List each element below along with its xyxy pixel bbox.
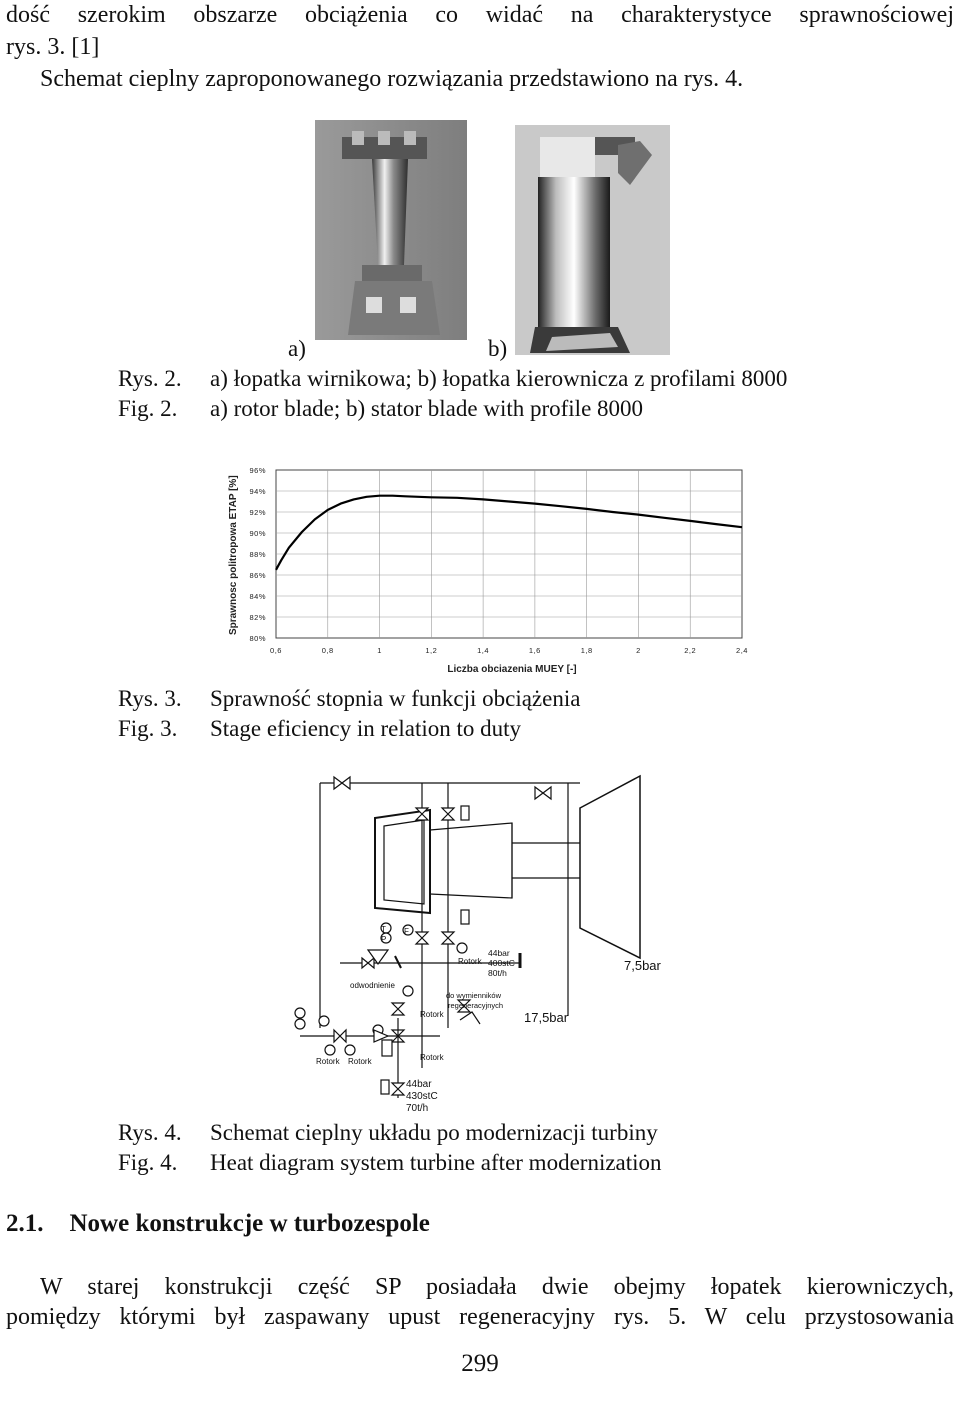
chart-y-tick-label: 82% — [249, 613, 266, 622]
instrument-circle — [403, 986, 413, 996]
valve-icon — [442, 808, 454, 820]
caption-text: a) łopatka wirnikowa; b) łopatka kierownicza z profilami 8000 — [210, 366, 788, 391]
body-line-1: W starej konstrukcji część SP posiadała dwie obejmy łopatek kierowniczych, — [40, 1274, 954, 1300]
figure-3-caption-en — [118, 716, 521, 742]
label-rotork: Rotork — [420, 1010, 444, 1019]
valve-icon — [416, 808, 428, 820]
caption-text: Stage eficiency in relation to duty — [210, 716, 522, 741]
instrument-label-p: P — [381, 935, 387, 944]
caption-text: a) rotor blade; b) stator blade with profile 8000 — [210, 396, 644, 421]
chart-y-tick-label: 96% — [249, 466, 266, 475]
body-line-2: pomiędzy którymi był zaspawany upust regeneracyjny rys. 5. W celu przystosowania — [6, 1304, 954, 1330]
caption-text: Heat diagram system turbine after modernization — [210, 1150, 662, 1175]
instrument-circle — [295, 1019, 305, 1029]
chart-y-tick-label: 90% — [249, 529, 266, 538]
label-flow: 80t/h — [488, 968, 507, 978]
chart-x-tick-label: 2,2 — [684, 646, 697, 655]
caption-label: Fig. 4. — [118, 1150, 178, 1175]
turbine-shaft — [430, 823, 512, 898]
instrument-circle — [457, 943, 467, 953]
caption-text: Sprawność stopnia w funkcji obciążenia — [210, 686, 581, 711]
caption-label: Fig. 2. — [118, 396, 178, 421]
label-pressure: 44bar — [488, 948, 510, 958]
intro-line-3: Schemat cieplny zaproponowanego rozwiązania przedstawiono na rys. 4. — [40, 66, 744, 92]
caption-text: Schemat cieplny układu po modernizacji turbiny — [210, 1120, 658, 1145]
figure-2-caption-pl — [118, 366, 787, 392]
chart-y-tick-label: 84% — [249, 592, 266, 601]
section-title: Nowe konstrukcje w turbozespole — [69, 1210, 430, 1237]
label-pressure-7-5: 7,5bar — [624, 958, 661, 973]
label-inlet-temperature: 430stC — [406, 1091, 438, 1102]
label-pressure-17-5: 17,5bar — [524, 1010, 569, 1025]
chart-x-tick-label: 0,8 — [321, 646, 334, 655]
label-rotork: Rotork — [316, 1057, 340, 1066]
efficiency-chart — [220, 455, 760, 685]
turbine-lp-casing — [580, 776, 640, 958]
chart-xlabel: Liczba obciazenia MUEY [-] — [447, 664, 577, 675]
caption-label: Rys. 2. — [118, 366, 182, 391]
label-rotork: Rotork — [458, 957, 482, 966]
chart-x-tick-label: 2,4 — [736, 646, 748, 655]
valve-icon — [362, 958, 374, 968]
page-number: 299 — [461, 1350, 499, 1377]
valve-icon — [535, 787, 551, 799]
instrument-circle — [345, 1045, 355, 1055]
chart-x-tick-label: 1 — [377, 646, 382, 655]
figure-2-label-b: b) — [488, 336, 508, 361]
chart-y-tick-label: 88% — [249, 550, 266, 559]
chart-ylabel: Sprawnosc politropowa ETAP [%] — [228, 475, 239, 635]
sensor-box — [461, 806, 469, 820]
label-inlet-pressure: 44bar — [406, 1079, 432, 1090]
figure-2-photos — [300, 115, 680, 360]
chart-x-tick-label: 1,8 — [580, 646, 593, 655]
valve-icon — [334, 1030, 346, 1042]
intro-line-2: rys. 3. [1] — [6, 34, 100, 60]
chart-y-tick-label: 86% — [249, 571, 266, 580]
label-regeneracyjnych: regeneracyjnych — [448, 1001, 504, 1010]
valve-icon — [334, 777, 350, 789]
label-rotork: Rotork — [348, 1057, 372, 1066]
instrument-circle — [325, 1045, 335, 1055]
figure-4-caption-pl — [118, 1120, 658, 1146]
instrument-label-f: F — [404, 927, 409, 936]
figure-2-caption-en — [118, 396, 643, 422]
label-temperature: 400stC — [488, 958, 515, 968]
intro-line-1: dość szerokim obszarze obciążenia co widać na charakterystyce sprawnościowej — [6, 2, 954, 28]
valve-icon — [392, 1083, 404, 1095]
chart-y-tick-label: 92% — [249, 508, 266, 517]
chart-x-tick-label: 1,2 — [425, 646, 438, 655]
chart-y-tick-label: 80% — [249, 634, 266, 643]
section-number: 2.1. — [6, 1210, 44, 1237]
chart-y-tick-label: 94% — [249, 487, 266, 496]
valve-icon — [442, 932, 454, 944]
valve-icon — [416, 932, 428, 944]
label-odwodnienie: odwodnienie — [350, 981, 395, 990]
chart-x-tick-label: 0,6 — [270, 646, 282, 655]
instrument-circle — [319, 1016, 329, 1026]
label-do-wymiennikow: do wymienników — [446, 991, 502, 1000]
instrument-label-t: T — [381, 925, 386, 934]
figure-3-caption-pl — [118, 686, 580, 712]
label-inlet-flow: 70t/h — [406, 1103, 429, 1114]
figure-4-caption-en — [118, 1150, 662, 1176]
chart-x-tick-label: 2 — [636, 646, 641, 655]
sensor-box — [461, 910, 469, 924]
instrument-circle — [295, 1008, 305, 1018]
heat-diagram — [280, 768, 680, 1123]
chart-x-tick-label: 1,4 — [477, 646, 490, 655]
label-rotork: Rotork — [420, 1053, 444, 1062]
caption-label: Fig. 3. — [118, 716, 178, 741]
section-heading — [6, 1210, 430, 1238]
chart-x-tick-label: 1,6 — [528, 646, 541, 655]
figure-2-label-a: a) — [288, 336, 306, 361]
valve-icon — [392, 1003, 404, 1015]
caption-label: Rys. 4. — [118, 1120, 182, 1145]
caption-label: Rys. 3. — [118, 686, 182, 711]
